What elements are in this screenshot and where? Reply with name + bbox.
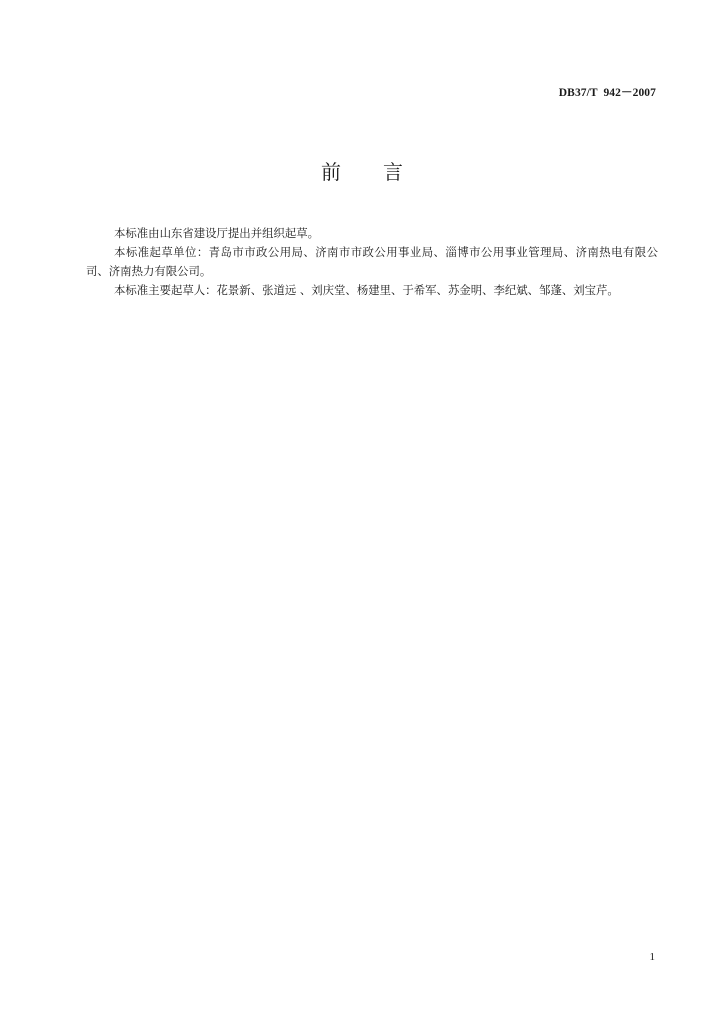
paragraph-drafters: 本标准主要起草人：花景新、张道远 、刘庆堂、杨建里、于希军、苏金明、李纪斌、邹蓬、刘宝芹。 [114, 283, 619, 297]
page-title [0, 156, 724, 185]
page-number: 1 [649, 951, 655, 963]
title-char-2: 言 [383, 160, 403, 184]
paragraph-drafting-units: 本标准起草单位：青岛市市政公用局、济南市市政公用事业局、淄博市公用事业管理局、济南热电有限公司、济南热力有限公司。 [86, 245, 658, 278]
standard-code: DB37/T 942－2007 [558, 87, 656, 99]
title-char-1: 前 [321, 160, 341, 184]
foreword-body [86, 224, 658, 300]
paragraph-proposer: 本标准由山东省建设厅提出并组织起草。 [114, 226, 320, 240]
